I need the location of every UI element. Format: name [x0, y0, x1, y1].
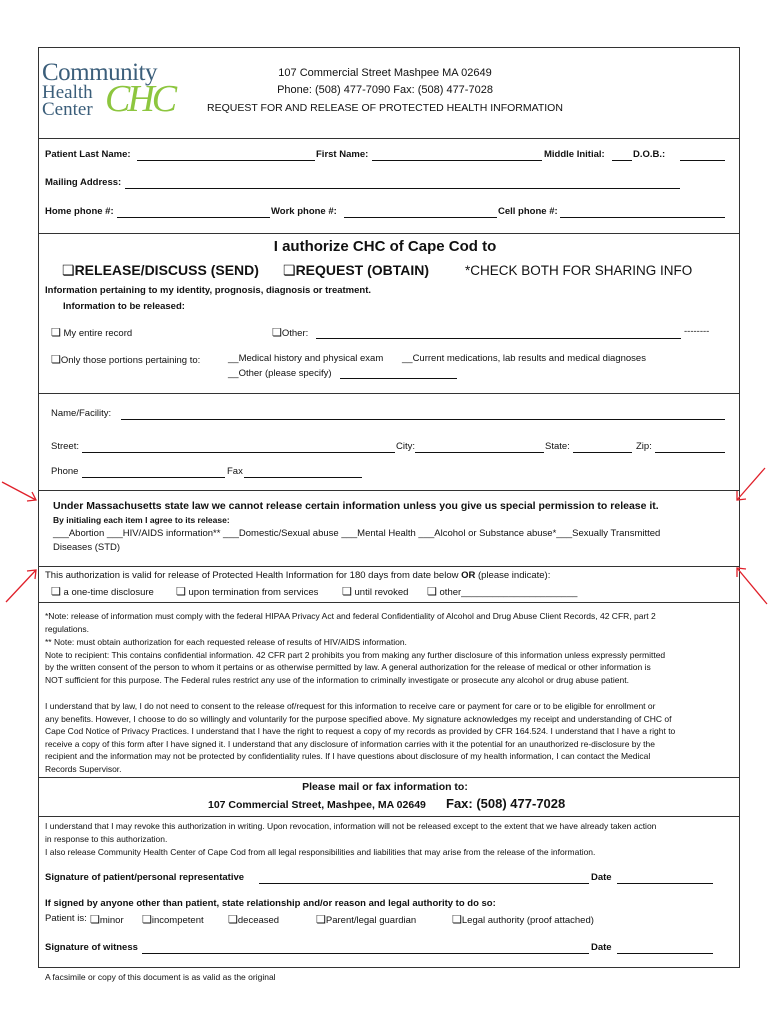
dob-field[interactable]: [680, 160, 725, 161]
zip-label: Zip:: [636, 441, 652, 452]
mail-fax: Fax: (508) 477-7028: [446, 796, 566, 811]
if-signed-label: If signed by anyone other than patient, state relationship and/or reason and legal authority to do so:: [45, 898, 496, 909]
patient-is-label: Patient is:: [45, 913, 87, 924]
release-label: RELEASE/DISCUSS (SEND): [74, 262, 259, 278]
other-option[interactable]: [272, 326, 308, 339]
date-field-2[interactable]: [617, 953, 713, 954]
other-validity-label: other______________________: [439, 587, 578, 598]
checkbox-icon[interactable]: ❏: [176, 586, 186, 598]
cell-phone-label: Cell phone #:: [498, 206, 558, 217]
incompetent-label: incompetent: [151, 915, 204, 926]
checkbox-icon[interactable]: ❏: [51, 327, 61, 339]
mail-heading: Please mail or fax information to:: [302, 781, 468, 793]
street-label: Street:: [51, 441, 79, 452]
divider: [38, 233, 740, 234]
check-both-note: *CHECK BOTH FOR SHARING INFO: [465, 263, 693, 278]
note-line: by the written consent of the person to whom it pertains or as otherwise permitted by law. A general authorization for the release of medical or other information is: [45, 662, 651, 672]
revoke-line: in response to this authorization.: [45, 834, 168, 844]
first-name-field[interactable]: [372, 160, 542, 161]
patient-signature-field[interactable]: [259, 883, 589, 884]
parent-option[interactable]: [316, 913, 416, 926]
entire-record-option[interactable]: [51, 326, 132, 339]
checkbox-icon[interactable]: ❏: [51, 354, 61, 366]
special-items-cont: Diseases (STD): [53, 542, 121, 553]
note-line: regulations.: [45, 624, 89, 634]
only-portions-label: Only those portions pertaining to:: [60, 355, 201, 366]
checkbox-icon[interactable]: ❏: [51, 586, 61, 598]
mailing-label: Mailing Address:: [45, 177, 122, 188]
city-label: City:: [396, 441, 415, 452]
divider: [38, 602, 740, 603]
divider: [38, 138, 740, 139]
street-field[interactable]: [82, 452, 395, 453]
note-line: Note to recipient: This contains confidential information. 42 CFR part 2 prohibits you from making any further disclosure of this information unless expressly permitted: [45, 650, 666, 660]
other-specify-option[interactable]: __Other (please specify): [228, 368, 332, 379]
other-label: Other:: [281, 328, 309, 339]
city-field[interactable]: [415, 452, 544, 453]
mail-address: 107 Commercial Street, Mashpee, MA 02649: [208, 799, 426, 811]
divider: [38, 566, 740, 567]
checkbox-icon[interactable]: ❏: [452, 914, 462, 926]
divider: [38, 816, 740, 817]
date-label-2: Date: [591, 942, 612, 953]
medical-history-option[interactable]: __Medical history and physical exam: [228, 353, 384, 364]
header-address: 107 Commercial Street Mashpee MA 02649: [278, 67, 492, 79]
facility-fax-label: Fax: [227, 466, 243, 477]
logo-community: Community: [42, 59, 157, 86]
until-revoked-label: until revoked: [354, 587, 409, 598]
state-label: State:: [545, 441, 570, 452]
arrow-icon: [733, 466, 769, 504]
checkbox-icon[interactable]: ❏: [228, 914, 238, 926]
info-released-label: Information to be released:: [63, 301, 185, 312]
checkbox-icon[interactable]: ❏: [283, 262, 296, 278]
until-revoked-option[interactable]: [342, 585, 408, 598]
validity-text: [45, 570, 550, 581]
note-line: *Note: release of information must comply with the federal HIPAA Privacy Act and federal Confidentiality of Alcohol and Drug Abuse Client Records, 42 CFR, part 2: [45, 611, 656, 621]
last-name-label: Patient Last Name:: [45, 149, 131, 160]
home-phone-field[interactable]: [117, 217, 270, 218]
revoke-line: I understand that I may revoke this authorization in writing. Upon revocation, information will not be released except to the extent that we have already taken action: [45, 821, 657, 831]
current-meds-option[interactable]: __Current medications, lab results and medical diagnoses: [402, 353, 646, 364]
middle-initial-label: Middle Initial:: [544, 149, 605, 160]
facility-phone-field[interactable]: [82, 477, 225, 478]
dob-label: D.O.B.:: [633, 149, 666, 160]
logo-chc-mark: CHC: [105, 78, 175, 120]
release-checkbox[interactable]: [62, 262, 259, 279]
request-label: REQUEST (OBTAIN): [295, 262, 430, 278]
home-phone-label: Home phone #:: [45, 206, 114, 217]
revoke-line: I also release Community Health Center of Cape Cod from all legal responsibilities and liabilities that may arise from the release of the information.: [45, 847, 596, 857]
checkbox-icon[interactable]: ❏: [62, 262, 75, 278]
deceased-label: deceased: [237, 915, 280, 926]
facility-phone-label: Phone: [51, 466, 79, 477]
validity-or: OR: [461, 570, 476, 581]
header-phone-fax: Phone: (508) 477-7090 Fax: (508) 477-7028: [277, 84, 493, 96]
validity-before: This authorization is valid for release of Protected Health Information for 180 days from date below: [45, 570, 462, 581]
entire-record-label: My entire record: [63, 328, 133, 339]
special-items[interactable]: ___Abortion ___HIV/AIDS information** ___Domestic/Sexual abuse ___Mental Health ___Alcohol or Substance abuse*___Sexually Transmitted: [53, 528, 661, 539]
facility-fax-field[interactable]: [244, 477, 362, 478]
checkbox-icon[interactable]: ❏: [427, 586, 437, 598]
divider: [38, 777, 740, 778]
parent-label: Parent/legal guardian: [325, 915, 417, 926]
header-title: REQUEST FOR AND RELEASE OF PROTECTED HEALTH INFORMATION: [207, 102, 563, 114]
arrow-icon: [733, 564, 770, 606]
other-specify-field[interactable]: [340, 378, 457, 379]
note-line: ** Note: must obtain authorization for each requested release of results of HIV/AIDS information.: [45, 637, 407, 647]
logo-center: Center: [42, 99, 93, 120]
note-line: NOT sufficient for this purpose. The Federal rules restrict any use of the information to criminally investigate or prosecute any alcohol or drug abuse patient.: [45, 675, 629, 685]
legal-authority-label: Legal authority (proof attached): [461, 915, 594, 926]
understand-line: recipient and the information may not be protected by confidentiality rules. If I have questions about disclosure of my health information, I can contact the Medical: [45, 751, 651, 761]
arrow-icon: [2, 566, 42, 606]
deceased-option[interactable]: [228, 913, 279, 926]
divider: [38, 393, 740, 394]
arrow-icon: [0, 478, 40, 506]
understand-line: any benefits. However, I choose to do so willingly and voluntarily for the purpose specified above. My signature acknowledges my receipt and understanding of CHC of: [45, 714, 672, 724]
info-pertaining: Information pertaining to my identity, prognosis, diagnosis or treatment.: [45, 285, 372, 296]
zip-field[interactable]: [655, 452, 725, 453]
witness-label: Signature of witness: [45, 942, 138, 953]
checkbox-icon[interactable]: ❏: [316, 914, 326, 926]
facsimile-note: A facsimile or copy of this document is as valid as the original: [45, 972, 276, 982]
understand-line: Cape Cod Notice of Privacy Practices. I understand that I have the right to request a copy of my records as provided by CFR 164.524. I understand that I have a right to: [45, 726, 676, 736]
witness-field[interactable]: [142, 953, 589, 954]
checkbox-icon[interactable]: ❏: [142, 914, 152, 926]
facility-name-field[interactable]: [121, 419, 725, 420]
divider: [38, 490, 740, 491]
cell-phone-field[interactable]: [560, 217, 725, 218]
state-field[interactable]: [573, 452, 632, 453]
one-time-option[interactable]: [51, 585, 154, 598]
termination-option[interactable]: [176, 585, 318, 598]
understand-line: receive a copy of this form after I have signed it. I understand that any disclosure of information carries with it the potential for an unauthorized re-disclosure by the: [45, 739, 655, 749]
patient-signature-label: Signature of patient/personal representative: [45, 872, 245, 883]
authorize-heading: I authorize CHC of Cape Cod to: [273, 238, 497, 255]
work-phone-label: Work phone #:: [271, 206, 337, 217]
initialing-label: By initialing each item I agree to its release:: [53, 515, 230, 525]
date-field[interactable]: [617, 883, 713, 884]
checkbox-icon[interactable]: ❏: [272, 327, 282, 339]
other-field[interactable]: [316, 338, 681, 339]
only-portions-option[interactable]: [51, 353, 200, 366]
middle-initial-field[interactable]: [612, 160, 632, 161]
other-dashes: --------: [684, 326, 710, 337]
checkbox-icon[interactable]: ❏: [90, 914, 100, 926]
checkbox-icon[interactable]: ❏: [342, 586, 352, 598]
last-name-field[interactable]: [137, 160, 315, 161]
validity-after: (please indicate):: [475, 570, 551, 581]
logo-health: Health: [42, 82, 93, 103]
understand-line: I understand that by law, I do not need to consent to the release of/request for this information to receive care or payment for care or to be eligible for enrollment or: [45, 701, 656, 711]
legal-authority-option[interactable]: [452, 913, 594, 926]
work-phone-field[interactable]: [344, 217, 497, 218]
mailing-field[interactable]: [125, 188, 680, 189]
incompetent-option[interactable]: [142, 913, 204, 926]
minor-option[interactable]: [90, 913, 124, 926]
other-validity-option[interactable]: [427, 585, 577, 598]
termination-label: upon termination from services: [188, 587, 319, 598]
understand-line: Records Supervisor.: [45, 764, 122, 774]
date-label: Date: [591, 872, 612, 883]
one-time-label: a one-time disclosure: [63, 587, 154, 598]
minor-label: minor: [99, 915, 124, 926]
facility-name-label: Name/Facility:: [51, 408, 112, 419]
request-checkbox[interactable]: [283, 262, 429, 279]
first-name-label: First Name:: [316, 149, 369, 160]
massachusetts-heading: Under Massachusetts state law we cannot release certain information unless you give us special permission to release it.: [53, 500, 659, 512]
